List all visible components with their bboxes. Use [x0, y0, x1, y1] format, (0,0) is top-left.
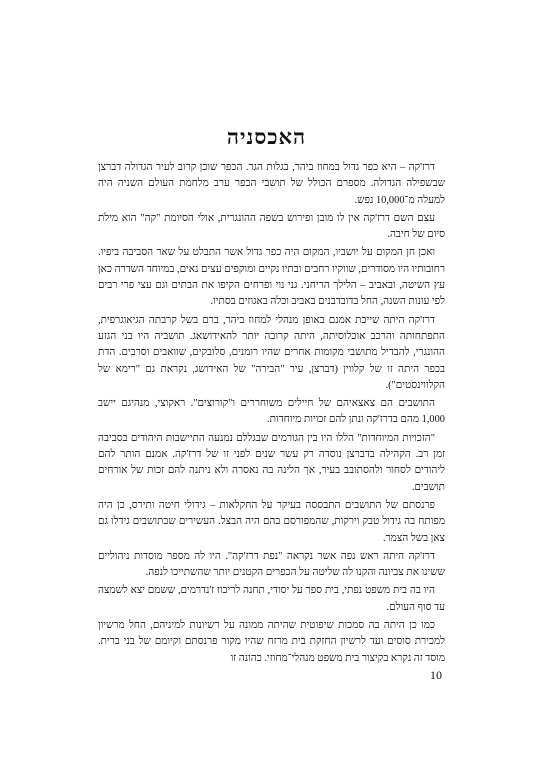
paragraph: ואכן חן המקום על יושביו, המקום היה כפר גדול אשר התבלט על שאר הסביבה ביפיו. רחובותיו היו מסודרים, שווקיו רחבים ובתיו נקיים ומוקפים עצים נאים, במיוחד השדרה כאן עץ השיטה, ובאביב – הלילך הריחני. גני נוי ופרחים הקיפו את הבתים וגם עצי פרי רבים לפי עונות השנה, החל בדובדבנים באביב וכלה באגוזים בסתיו. [98, 247, 445, 308]
page-number: 10 [430, 668, 442, 682]
body-text [98, 160, 445, 667]
paragraph: דרז'קה – היא כפר גדול במחוז ביהר, בגלות הגר. הכפר שוכן קרוב לעיר הגדולה דברצן שבשפילה הגדולה. מספרם הכולל של תושבי הכפר ערב מלחמת העולם השניה היה למעלה מ־10,000 נפש. [98, 162, 445, 206]
paragraph: פרנסתם של התושבים התבססה בעיקר על החקלאות – גידולי חיטה ותירס, כן היה מפותח בה גידול טבק וירקות, שהמפורסם בהם היה הבצל. העשירים שבתושבים גידלו גם צאן בשל הצמר. [98, 499, 445, 544]
paragraph: דרז'קה היתה ראש נפה אשר נקראה "נפת דרז'קה". היו לה מספר מוסדות ניהוליים ששינו את צביונה והקנו לה שליטה על הכפרים הקטנים יותר שהשתייכו לנפה. [98, 550, 445, 579]
paragraph: עצם השם דרז'קה אין לו מובן ופירוש בשפה ההונגרית, אולי הסיומת "קה" הוא מילת סיום של חיבה. [98, 212, 445, 241]
paragraph: היו בה בית משפט נפתי, בית ספר על יסודי, תחנה לריכוז ז'נדרמים, ששמם יצא לשמצה עד סוף העולם. [98, 585, 445, 613]
paragraph: "הזכויות המיוחדות" הללו היו בין הגורמים שבגללם נמנעה התיישבות היהודים בסביבה זמן רב. הקהילה בדברצן נוסדה רק עשר שנים לפני זו של דרז'קה. אמנם הותר להם ליהודים לסחור ולהסתובב בעיר, אך הלינה בה נאסרה ולא ניתנה להם זכות של אורחים תושבים. [98, 432, 445, 493]
paragraph: דרז'קה היתה שייכת אמנם באופן מנהלי למחוז ביהר, ברם בשל קרבתה הגיאוגרפית, התפתחותה והרכב אוכלוסיתה, היתה קרובה יותר להאידושאג. תושביה היו בני הגזע ההונגרי, להבדיל מתושבי מקומות אחרים שהיו רומנים, סלובקים, שוואבים וסרבים. הדת בכפר היתה זו של קלווין (דברצן, עיר "הבירה" של האידושג, נקראת גם "רימא של הקלווינסטים"). [98, 314, 445, 391]
paragraph: התושבים הם צאצאיהם של חיילים משוחררים ו"קורוצים". ראקוצי, מנהיגם יישב 1,000 מהם בדרז'קה ונתן להם זכויות מיוחדות. [98, 398, 445, 426]
paragraph: כמו כן היתה בה סמכות שיפוטית שהיתה ממונה על רשיונות למיניהם, החל מרשיון למכירת סוסים ועד לרשיון החזקת בית מרזח שהיו מקור פרנסתם וקיומם של בני ברית. מוסד זה נקרא בקיצור בית משפט מנהלי־מחוזי. כהונה זו [98, 620, 445, 664]
chapter-title: האכסניה [226, 124, 307, 149]
